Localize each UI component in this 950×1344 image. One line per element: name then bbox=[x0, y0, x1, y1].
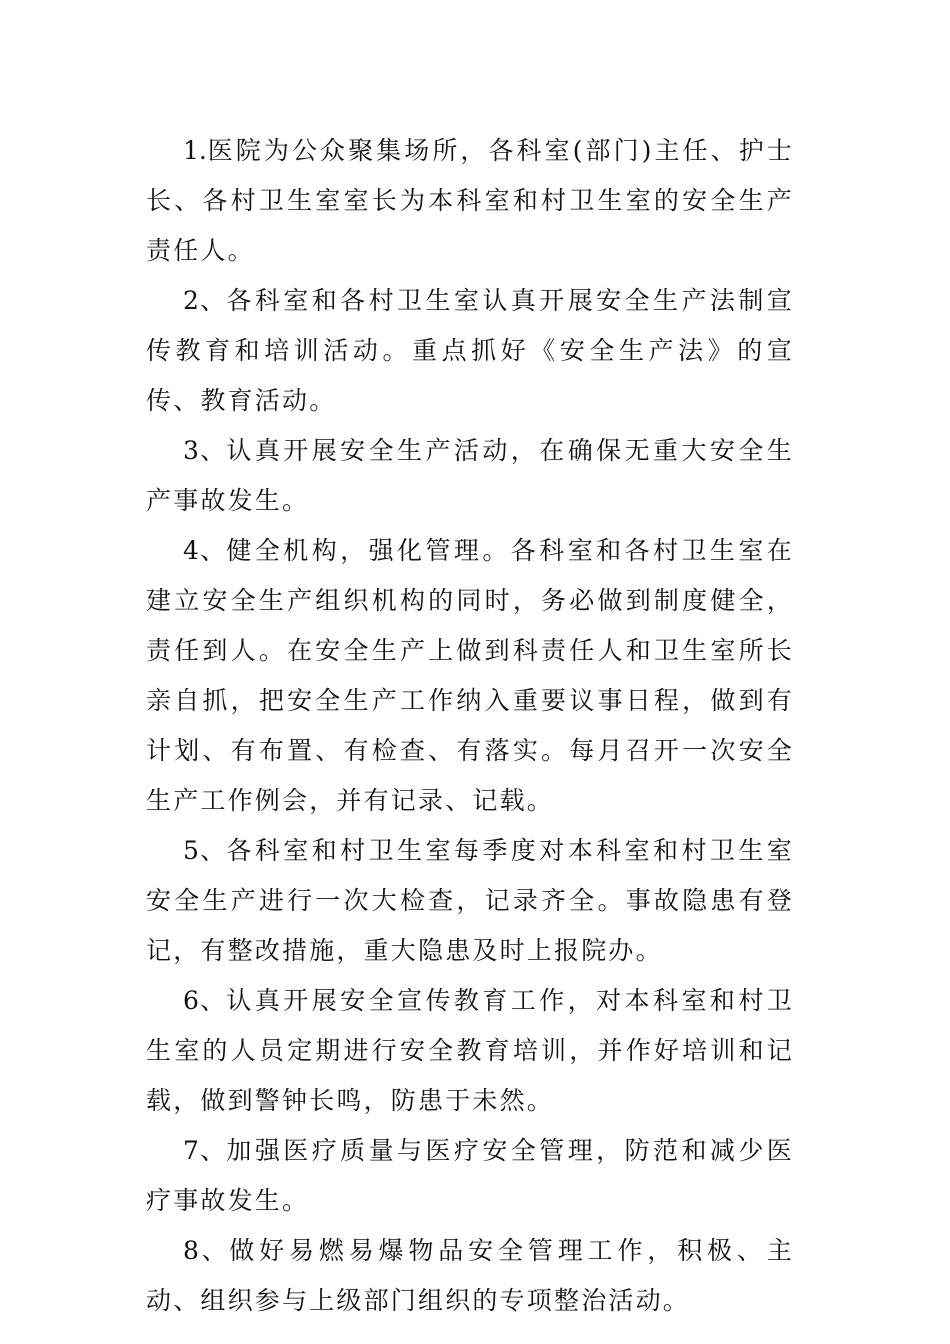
paragraph-number: 1. bbox=[183, 136, 207, 165]
paragraph-4 bbox=[146, 526, 794, 826]
paragraph-text: 做好易燃易爆物品安全管理工作，积极、主动、组织参与上级部门组织的专项整治活动。 bbox=[146, 1236, 794, 1315]
paragraph-8 bbox=[146, 1226, 794, 1326]
paragraph-text: 加强医疗质量与医疗安全管理，防范和减少医疗事故发生。 bbox=[146, 1136, 794, 1215]
paragraph-text: 认真开展安全宣传教育工作，对本科室和村卫生室的人员定期进行安全教育培训，并作好培训和记载，做到警钟长鸣，防患于未然。 bbox=[146, 986, 794, 1115]
paragraph-3 bbox=[146, 426, 794, 526]
paragraph-1 bbox=[146, 126, 794, 276]
paragraph-number: 6、 bbox=[183, 986, 227, 1015]
paragraph-text: 各科室和各村卫生室认真开展安全生产法制宣传教育和培训活动。重点抓好《安全生产法》的宣传、教育活动。 bbox=[146, 286, 794, 415]
paragraph-number: 2、 bbox=[183, 286, 227, 315]
document-body bbox=[146, 126, 794, 1326]
paragraph-5 bbox=[146, 826, 794, 976]
paragraph-number: 7、 bbox=[183, 1136, 227, 1165]
paragraph-text: 健全机构，强化管理。各科室和各村卫生室在建立安全生产组织机构的同时，务必做到制度健全，责任到人。在安全生产上做到科责任人和卫生室所长亲自抓，把安全生产工作纳入重要议事日程，做到有计划、有布置、有检查、有落实。每月召开一次安全生产工作例会，并有记录、记载。 bbox=[146, 536, 794, 815]
paragraph-number: 3、 bbox=[183, 436, 227, 465]
paragraph-text: 各科室和村卫生室每季度对本科室和村卫生室安全生产进行一次大检查，记录齐全。事故隐患有登记，有整改措施，重大隐患及时上报院办。 bbox=[146, 836, 794, 965]
paragraph-text: 认真开展安全生产活动，在确保无重大安全生产事故发生。 bbox=[146, 436, 794, 515]
paragraph-7 bbox=[146, 1126, 794, 1226]
paragraph-number: 4、 bbox=[183, 536, 227, 565]
paragraph-6 bbox=[146, 976, 794, 1126]
paragraph-number: 8、 bbox=[183, 1236, 230, 1265]
paragraph-number: 5、 bbox=[183, 836, 227, 865]
paragraph-2 bbox=[146, 276, 794, 426]
paragraph-text: 医院为公众聚集场所，各科室(部门)主任、护士长、各村卫生室室长为本科室和村卫生室的安全生产责任人。 bbox=[146, 136, 794, 265]
